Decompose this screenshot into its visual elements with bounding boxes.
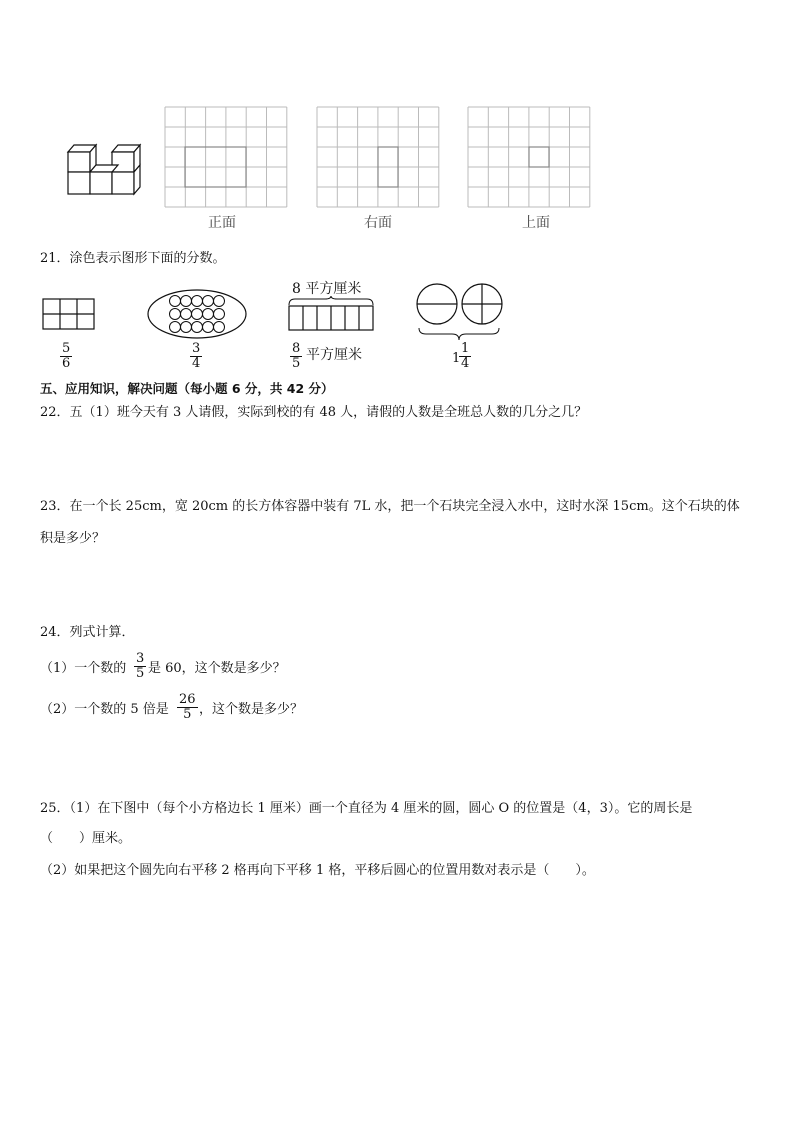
q21-fraction-4-whole: 1 [452, 351, 461, 366]
q21-rect-grid [42, 298, 96, 330]
q24-part-2-prefix: （2）一个数的 5 倍是 [40, 702, 169, 717]
grid-top [467, 106, 591, 208]
q21-fraction-3: $\frac{8}{5}$ [292, 341, 301, 371]
q24-part-2-suffix: ，这个数是多少？ [199, 702, 304, 717]
q25-line-1: 25．（1）在下图中（每个小方格边长 1 厘米）画一个直径为 4 厘米的圆，圆心 O 的位置是（4，3）。它的周长是 [40, 801, 693, 816]
q24-part-1-fraction: $\frac{3}{5}$ [136, 651, 145, 681]
view-label-front: 正面 [208, 215, 236, 231]
q21-oval-circles [146, 288, 248, 340]
q25-line-2: （ ）厘米。 [40, 831, 132, 846]
q21-fraction-2: $\frac{3}{4}$ [192, 341, 201, 371]
section-5-title: 五、应用知识，解决问题（每小题 6 分，共 42 分） [40, 381, 334, 396]
cube-solid-figure [60, 140, 146, 202]
q21-fraction-3-unit: 平方厘米 [306, 347, 362, 363]
q23-line-2: 积是多少？ [40, 531, 106, 546]
q22-text: 22．五（1）班今天有 3 人请假，实际到校的有 48 人，请假的人数是全班总人数的几分之几？ [40, 405, 588, 420]
view-label-right: 右面 [364, 215, 392, 231]
q24-title: 24．列式计算． [40, 625, 135, 640]
q24-part-1-prefix: （1）一个数的 [40, 661, 127, 676]
view-label-top: 上面 [522, 215, 550, 231]
q24-part-2-fraction: $\frac{26}{5}$ [179, 692, 196, 722]
q21-fraction-1: $\frac{5}{6}$ [62, 341, 71, 371]
q24-part-1-suffix: 是 60，这个数是多少？ [148, 661, 286, 676]
q21-two-circles [414, 282, 508, 346]
q21-fraction-4: $\frac{1}{4}$ [461, 341, 470, 371]
grid-front [164, 106, 288, 208]
grid-right [316, 106, 440, 208]
q21-brace-rect [287, 296, 375, 334]
q25-line-3: （2）如果把这个圆先向右平移 2 格再向下平移 1 格，平移后圆心的位置用数对表示是（ ）。 [40, 863, 595, 878]
q21-text: 21．涂色表示图形下面的分数。 [40, 251, 226, 266]
q23-line-1: 23．在一个长 25cm，宽 20cm 的长方体容器中装有 7L 水，把一个石块完全浸入水中，这时水深 15cm。这个石块的体 [40, 499, 740, 514]
q21-rect-area-label: 8 平方厘米 [292, 281, 362, 297]
